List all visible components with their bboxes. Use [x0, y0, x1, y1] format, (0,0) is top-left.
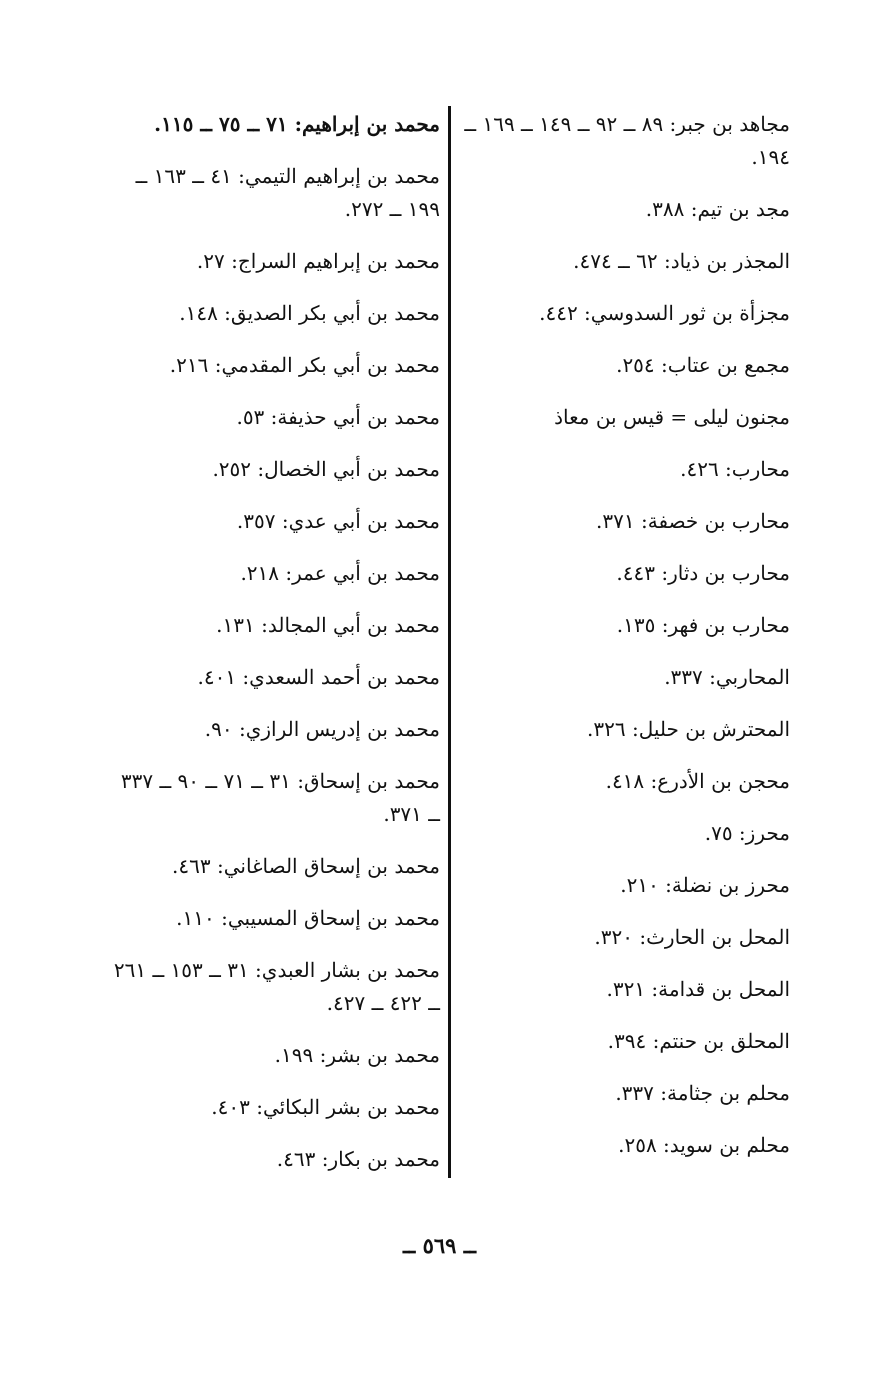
- index-entry: محارب: ٤٢٦.: [680, 457, 790, 481]
- index-entry: محمد بن أبي عدي: ٣٥٧.: [236, 509, 440, 533]
- index-entry: المحل بن قدامة: ٣٢١.: [606, 977, 790, 1001]
- index-entry: المجذر بن ذياد: ٦٢ ــ ٤٧٤.: [573, 249, 790, 273]
- index-entry: محمد بن إسحاق: ٣١ ــ ٧١ ــ ٩٠ ــ ٣٣٧ ــ ٣٧١.: [120, 769, 440, 826]
- index-entry: محارب بن خصفة: ٣٧١.: [596, 509, 790, 533]
- index-entry: محمد بن أبي الخصال: ٢٥٢.: [212, 457, 440, 481]
- index-entry: محمد بن إبراهيم التيمي: ٤١ ــ ١٦٣ ــ ١٩٩ ــ ٢٧٢.: [135, 164, 440, 221]
- index-entry: مجمع بن عتاب: ٢٥٤.: [616, 353, 790, 377]
- index-entry: محجن بن الأدرع: ٤١٨.: [605, 769, 790, 793]
- index-entry: محمد بن بشار العبدي: ٣١ ــ ١٥٣ ــ ٢٦١ ــ ٤٢٢ ــ ٤٢٧.: [113, 958, 440, 1015]
- index-entry: محارب بن دثار: ٤٤٣.: [616, 561, 790, 585]
- right-column: [455, 108, 790, 1181]
- index-entry: محمد بن إسحاق الصاغاني: ٤٦٣.: [172, 854, 440, 878]
- index-entry: محمد بن أحمد السعدي: ٤٠١.: [197, 665, 440, 689]
- index-entry: محمد بن إسحاق المسيبي: ١١٠.: [176, 906, 440, 930]
- index-entry: محمد بن أبي بكر المقدمي: ٢١٦.: [169, 353, 440, 377]
- index-entry: محمد بن أبي حذيفة: ٥٣.: [236, 405, 440, 429]
- index-entry: المحل بن الحارث: ٣٢٠.: [594, 925, 790, 949]
- index-entry: المحاربي: ٣٣٧.: [664, 665, 790, 689]
- index-entry: محرز بن نضلة: ٢١٠.: [620, 873, 790, 897]
- left-column: [110, 108, 440, 1195]
- index-entry: محارب بن فهر: ١٣٥.: [616, 613, 790, 637]
- index-entry: محلم بن جثامة: ٣٣٧.: [615, 1081, 790, 1105]
- index-entry: محمد بن بشر البكائي: ٤٠٣.: [211, 1095, 440, 1119]
- index-entry: محمد بن أبي عمر: ٢١٨.: [240, 561, 440, 585]
- page-number: ــ ٥٦٩ ــ: [402, 1233, 477, 1258]
- index-entry: محمد بن أبي بكر الصديق: ١٤٨.: [179, 301, 440, 325]
- index-entry: المحلق بن حنتم: ٣٩٤.: [607, 1029, 790, 1053]
- column-divider: [448, 106, 451, 1178]
- index-entry: محمد بن إدريس الرازي: ٩٠.: [204, 717, 440, 741]
- index-entry: محمد بن بشر: ١٩٩.: [274, 1043, 440, 1067]
- index-entry: محمد بن إبراهيم السراج: ٢٧.: [196, 249, 440, 273]
- index-entry: محمد بن أبي المجالد: ١٣١.: [216, 613, 440, 637]
- index-entry: مجاهد بن جبر: ٨٩ ــ ٩٢ ــ ١٤٩ ــ ١٦٩ ــ ١٩٤.: [464, 112, 790, 169]
- index-entry: المحترش بن حليل: ٣٢٦.: [587, 717, 790, 741]
- index-entry: محرز: ٧٥.: [704, 821, 790, 845]
- index-entry: مجد بن تيم: ٣٨٨.: [645, 197, 790, 221]
- index-entry: محمد بن بكار: ٤٦٣.: [276, 1147, 440, 1171]
- index-entry: مجنون ليلى = قيس بن معاذ: [554, 405, 790, 429]
- index-entry: محلم بن سويد: ٢٥٨.: [618, 1133, 790, 1157]
- index-entry: محمد بن إبراهيم: ٧١ ــ ٧٥ ــ ١١٥.: [154, 112, 440, 136]
- index-entry: مجزأة بن ثور السدوسي: ٤٤٢.: [539, 301, 790, 325]
